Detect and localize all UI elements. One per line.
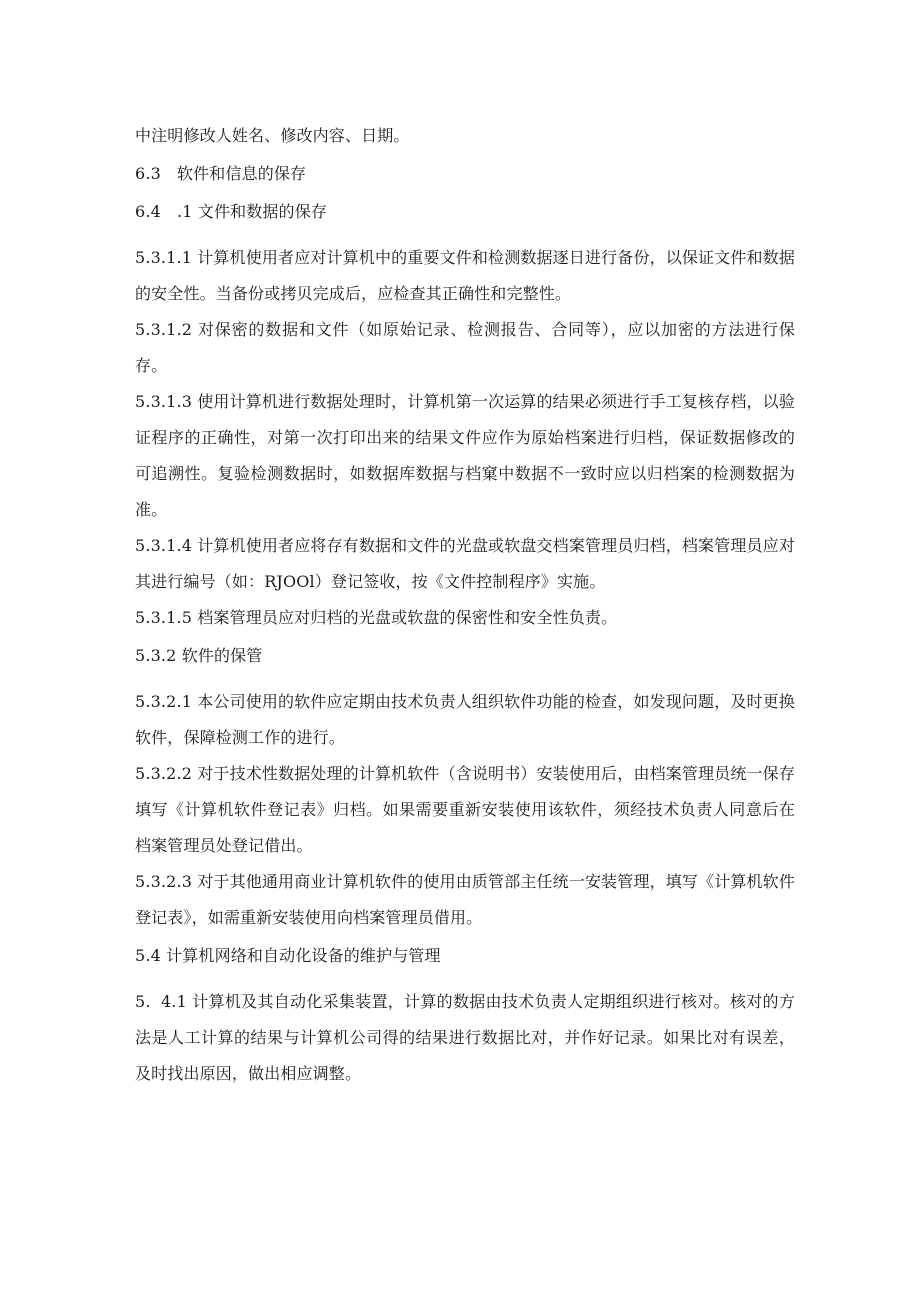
paragraph-5-3-2-3: 5.3.2.3 对于其他通用商业计算机软件的使用由质管部主任统一安装管理，填写《计算机软件登记表》，如需重新安装使用向档案管理员借用。: [135, 872, 795, 927]
heading-number: 6.3: [135, 164, 161, 183]
paragraph-5-3-1-3: 5.3.1.3 使用计算机进行数据处理时，计算机第一次运算的结果必须进行手工复核存档，以验证程序的正确性，对第一次打印出来的结果文件应作为原始档案进行归档，保证数据修改的可追溯性。复验检测数据时，如数据库数据与档窠中数据不一致时应以归档案的检测数据为准。: [135, 392, 795, 519]
heading-5-4: 5.4 计算机网络和自动化设备的维护与管理: [135, 946, 441, 965]
paragraph-5-3-2-2: 5.3.2.2 对于技术性数据处理的计算机软件（含说明书）安装使用后，由档案管理员统一保存填写《计算机软件登记表》归档。如果需要重新安装使用该软件，须经技术负责人同意后在档案管理员处登记借出。: [135, 764, 795, 855]
heading-text: 软件和信息的保存: [177, 164, 307, 183]
paragraph-5-3-1-4: 5.3.1.4 计算机使用者应将存有数据和文件的光盘或软盘交档案管理员归档，档案管理员应对其进行编号（如：RJOOl）登记签收，按《文件控制程序》实施。: [135, 536, 795, 591]
heading-6-4: [135, 194, 795, 230]
paragraph-5-4-1: [135, 984, 795, 1092]
paragraph-text: 4.1 计算机及其自动化采集装置，计算的数据由技术负责人定期组织进行核对。核对的方法是人工计算的结果与计算机公司得的结果进行数据比对，并作好记录。如果比对有误差，及时找出原因，做出相应调整。: [135, 992, 795, 1083]
heading-number: 6.4: [135, 202, 161, 221]
paragraph-continuation: 中注明修改人姓名、修改内容、日期。: [135, 126, 410, 145]
document-body: [135, 118, 795, 1092]
heading-6-3: [135, 156, 795, 192]
heading-5-3-2: 5.3.2 软件的保管: [135, 646, 263, 665]
paragraph-5-3-2-1: 5.3.2.1 本公司使用的软件应定期由技术负责人组织软件功能的检查，如发现问题，及时更换软件，保障检测工作的进行。: [135, 692, 795, 747]
paragraph-5-3-1-2: 5.3.1.2 对保密的数据和文件（如原始记录、检测报告、合同等），应以加密的方法进行保存。: [135, 320, 795, 375]
heading-text: .1 文件和数据的保存: [177, 202, 328, 221]
paragraph-5-3-1-5: 5.3.1.5 档案管理员应对归档的光盘或软盘的保密性和安全性负责。: [135, 608, 618, 627]
paragraph-5-3-1-1: 5.3.1.1 计算机使用者应对计算机中的重要文件和检测数据逐日进行备份，以保证文件和数据的安全性。当备份或拷贝完成后，应检查其正确性和完整性。: [135, 248, 795, 303]
paragraph-number: 5.: [135, 992, 151, 1011]
